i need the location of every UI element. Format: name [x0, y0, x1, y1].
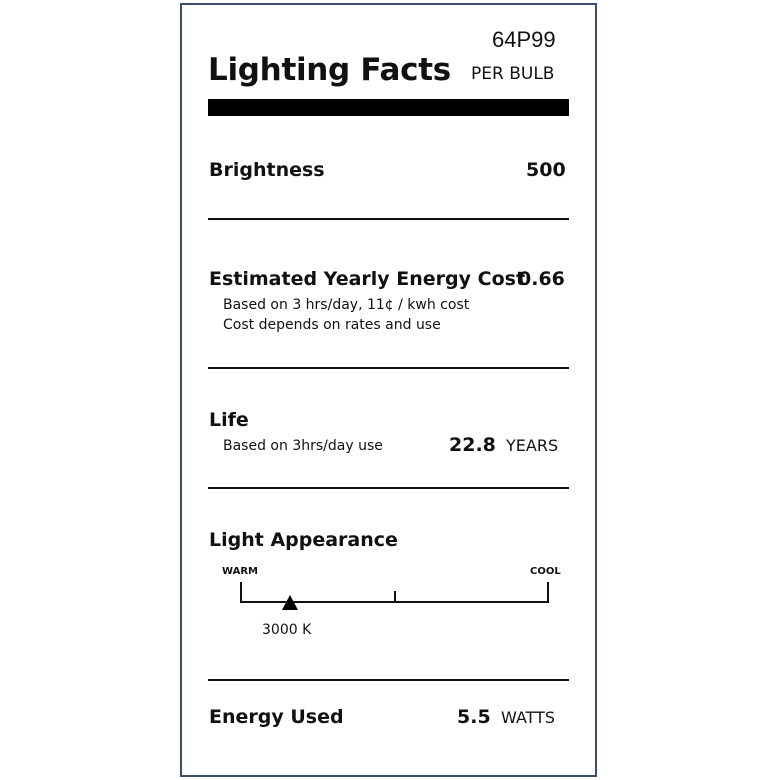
- section-divider: [208, 218, 569, 220]
- section-divider: [208, 367, 569, 369]
- life-value: 22.8: [449, 434, 496, 456]
- warm-label: WARM: [222, 566, 258, 577]
- light-appearance-heading: Light Appearance: [209, 529, 398, 551]
- life-unit: YEARS: [506, 436, 559, 455]
- scale-tick-cool: [547, 582, 549, 603]
- energy-used-value: 5.5: [457, 706, 491, 728]
- energy-cost-heading: Estimated Yearly Energy Cost: [209, 268, 526, 290]
- model-code: 64P99: [492, 27, 556, 52]
- scale-tick-warm: [240, 582, 242, 603]
- temperature-marker-icon: [282, 595, 298, 610]
- life-heading: Life: [209, 409, 249, 431]
- label-title: Lighting Facts: [208, 52, 451, 88]
- life-note: Based on 3hrs/day use: [223, 438, 383, 454]
- title-bar-divider: [208, 99, 569, 116]
- brightness-value: 500: [526, 159, 566, 181]
- section-divider: [208, 487, 569, 489]
- temperature-value: 3000 K: [262, 622, 312, 638]
- scale-tick-middle: [394, 591, 396, 603]
- energy-cost-note: Cost depends on rates and use: [223, 317, 441, 333]
- brightness-heading: Brightness: [209, 159, 325, 181]
- energy-cost-note: Based on 3 hrs/day, 11¢ / kwh cost: [223, 297, 470, 313]
- energy-used-heading: Energy Used: [209, 706, 344, 728]
- section-divider: [208, 679, 569, 681]
- per-bulb-text: PER BULB: [471, 64, 555, 84]
- cool-label: COOL: [530, 566, 561, 577]
- energy-used-unit: WATTS: [501, 708, 556, 727]
- lighting-facts-label: [180, 3, 597, 777]
- energy-cost-value: 0.66: [518, 268, 565, 290]
